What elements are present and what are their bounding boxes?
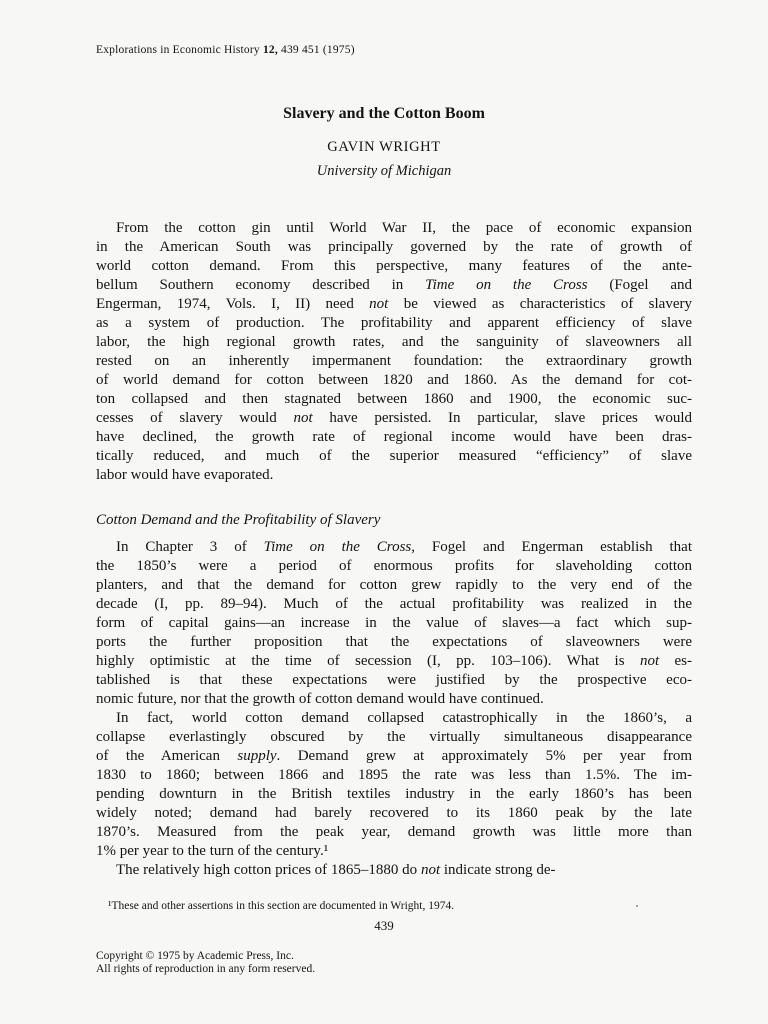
- text-line: labor, the high regional growth rates, and the sanguinity of slaveowners all: [96, 334, 692, 350]
- journal-pages: 439 451 (1975): [281, 44, 355, 56]
- copyright-notice: [96, 950, 315, 976]
- text-line: tablished is that these expectations were justified by the prospective eco-: [96, 672, 692, 688]
- text-line: In fact, world cotton demand collapsed catastrophically in the 1860’s, a: [116, 710, 692, 726]
- text-line: planters, and that the demand for cotton grew rapidly to the very end of the: [96, 577, 692, 593]
- journal-volume: 12,: [262, 44, 278, 56]
- page-number: 439: [374, 918, 394, 933]
- copyright-line: Copyright © 1975 by Academic Press, Inc.: [96, 950, 294, 962]
- text-line: Engerman, 1974, Vols. I, II) need not be viewed as characteristics of slavery: [96, 296, 692, 312]
- running-header: [96, 44, 696, 56]
- text-line: form of capital gains—an increase in the value of slaves—a fact which sup-: [96, 615, 692, 631]
- text-line: as a system of production. The profitability and apparent efficiency of slave: [96, 315, 692, 331]
- author-affiliation: University of Michigan: [316, 163, 452, 179]
- article-title: Slavery and the Cotton Boom: [283, 105, 485, 122]
- text-line: ton collapsed and then stagnated between 1860 and 1900, the economic suc-: [96, 391, 692, 407]
- text-line: From the cotton gin until World War II, the pace of economic expansion: [116, 220, 692, 236]
- text-line: the 1850’s were a period of enormous profits for slaveholding cotton: [96, 558, 692, 574]
- text-line: The relatively high cotton prices of 1865–1880 do not indicate strong de-: [116, 862, 556, 878]
- text-line: widely noted; demand had barely recovered to its 1860 peak by the late: [96, 805, 692, 821]
- text-line: 1870’s. Measured from the peak year, demand growth was little more than: [96, 824, 692, 840]
- text-line: in the American South was principally governed by the rate of growth of: [96, 239, 692, 255]
- text-line: have declined, the growth rate of regional income would have been dras-: [96, 429, 692, 445]
- text-line: of world demand for cotton between 1820 and 1860. As the demand for cot-: [96, 372, 692, 388]
- text-line: world cotton demand. From this perspective, many features of the ante-: [96, 258, 692, 274]
- text-line: nomic future, nor that the growth of cotton demand would have continued.: [96, 691, 544, 707]
- text-line: 1% per year to the turn of the century.¹: [96, 843, 329, 859]
- text-line: rested on an inherently impermanent foundation: the extraordinary growth: [96, 353, 692, 369]
- text-line: labor would have evaporated.: [96, 467, 274, 483]
- text-line: collapse everlastingly obscured by the virtually simultaneous disappearance: [96, 729, 692, 745]
- text-line: decade (I, pp. 89–94). Much of the actual profitability was realized in the: [96, 596, 692, 612]
- text-line: ports the further proposition that the expectations of slaveowners were: [96, 634, 692, 650]
- footnote: ¹These and other assertions in this section are documented in Wright, 1974.: [108, 900, 455, 912]
- rights-line: All rights of reproduction in any form reserved.: [96, 963, 316, 975]
- text-line: highly optimistic at the time of secession (I, pp. 103–106). What is not es-: [96, 653, 692, 669]
- speck: [636, 905, 638, 907]
- text-line: pending downturn in the British textiles industry in the early 1860’s has been: [96, 786, 692, 802]
- text-line: bellum Southern economy described in Time on the Cross (Fogel and: [96, 277, 692, 293]
- author-name: GAVIN WRIGHT: [327, 139, 441, 155]
- section-heading: Cotton Demand and the Profitability of Slavery: [96, 512, 381, 528]
- text-line: tically reduced, and much of the superior measured “efficiency” of slave: [96, 448, 692, 464]
- journal-name: Explorations in Economic History: [96, 44, 260, 56]
- text-line: of the American supply. Demand grew at approximately 5% per year from: [96, 748, 692, 764]
- text-line: In Chapter 3 of Time on the Cross, Fogel and Engerman establish that: [116, 539, 692, 555]
- text-line: cesses of slavery would not have persisted. In particular, slave prices would: [96, 410, 692, 426]
- text-line: 1830 to 1860; between 1866 and 1895 the rate was less than 1.5%. The im-: [96, 767, 692, 783]
